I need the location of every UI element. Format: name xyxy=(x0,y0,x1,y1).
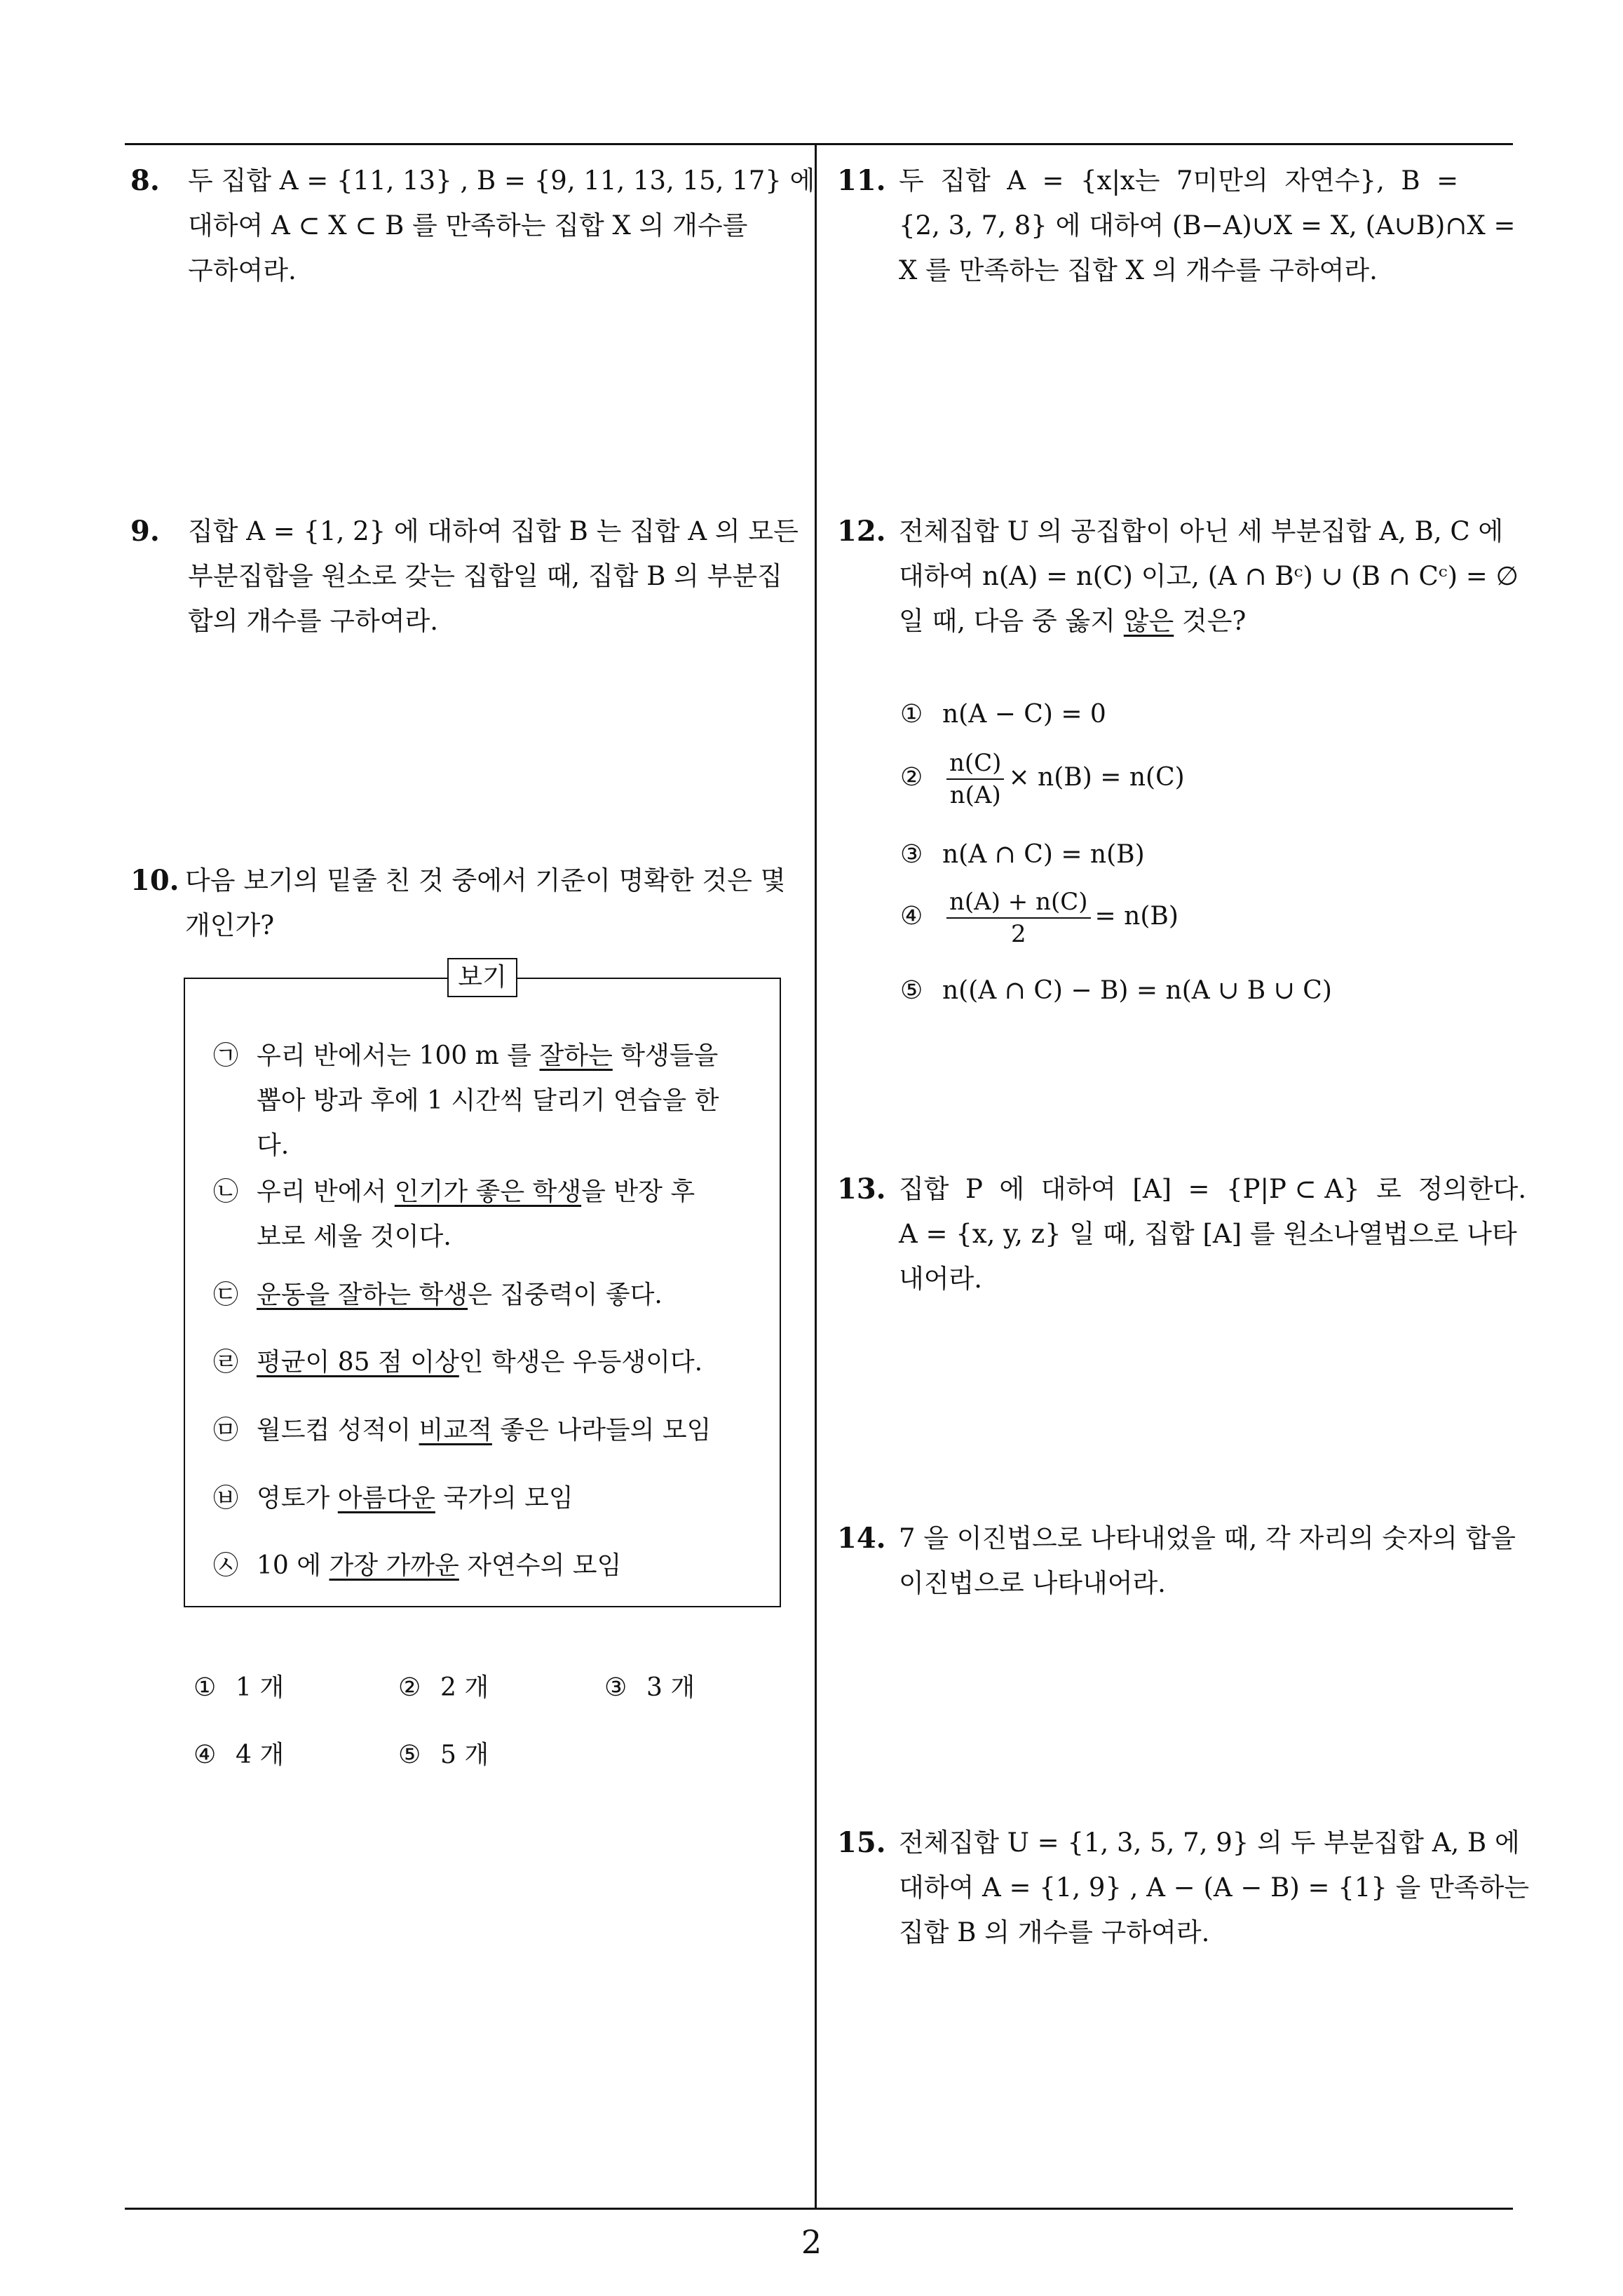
answer-choice-4[interactable]: ④ 4 개 xyxy=(193,1741,285,1769)
answer-choice-2[interactable]: ② 2 개 xyxy=(398,1673,489,1702)
answer-choice-5[interactable]: ⑤ 5 개 xyxy=(398,1741,489,1769)
bogi-item: ㉣ 평균이 85 점 이상인 학생은 우등생이다. xyxy=(213,1340,702,1385)
question-text-line: 구하여라. xyxy=(188,255,297,285)
item-marker: ㉥ xyxy=(213,1484,239,1513)
item-marker: ㉠ xyxy=(213,1041,239,1070)
question-text-line: 전체집합 U 의 공집합이 아닌 세 부분집합 A, B, C 에 xyxy=(899,516,1504,546)
question-number: 9. xyxy=(130,515,160,548)
item-marker: ㉣ xyxy=(213,1348,239,1377)
bogi-item: ㉡ 우리 반에서 인기가 좋은 학생을 반장 후 보로 세울 것이다. xyxy=(213,1170,695,1260)
question-number: 11. xyxy=(837,164,886,197)
question-13 xyxy=(837,1167,1527,1302)
question-number: 12. xyxy=(837,515,886,548)
fraction: $\frac{n(C)}{n(A)}$ xyxy=(946,748,1004,811)
question-text-line: 대하여 A = {1, 9} , A − (A − B) = {1} 을 만족하는 xyxy=(899,1872,1530,1903)
bogi-item: ㉢ 운동을 잘하는 학생은 집중력이 좋다. xyxy=(213,1273,663,1318)
question-text-line: A = {x, y, z} 일 때, 집합 [A] 를 원소나열법으로 나타 xyxy=(899,1219,1517,1249)
answer-choice-4[interactable]: ④ $\frac{n(A) + n(C)}{2}$ = n(B) xyxy=(900,888,1179,948)
item-marker: ㉦ xyxy=(213,1551,239,1580)
question-text-line: 이진법으로 나타내어라. xyxy=(899,1568,1166,1598)
question-14 xyxy=(837,1516,1516,1606)
question-9 xyxy=(130,509,803,644)
answer-choice-3[interactable]: ③ 3 개 xyxy=(604,1673,695,1702)
page-number: 2 xyxy=(801,2223,822,2261)
column-divider xyxy=(815,144,817,2208)
answer-choice-5[interactable]: ⑤ n((A ∩ C) − B) = n(A ∪ B ∪ C) xyxy=(900,976,1332,1005)
underlined-text: 아름다운 xyxy=(337,1484,435,1513)
underlined-text: 않은 xyxy=(1123,606,1174,636)
question-12 xyxy=(837,509,1519,644)
question-text-line: 대하여 A ⊂ X ⊂ B 를 만족하는 집합 X 의 개수를 xyxy=(188,210,748,241)
question-10 xyxy=(130,858,803,948)
underlined-text: 잘하는 xyxy=(539,1041,613,1070)
question-text-line: 집합 A = {1, 2} 에 대하여 집합 B 는 집합 A 의 모든 xyxy=(188,516,799,546)
underlined-text: 평균이 85 점 이상 xyxy=(257,1348,459,1377)
question-8 xyxy=(130,158,815,293)
item-marker: ㉤ xyxy=(213,1416,239,1445)
answer-choice-1[interactable]: ① 1 개 xyxy=(193,1673,285,1702)
question-number: 8. xyxy=(130,164,160,197)
question-15 xyxy=(837,1821,1530,1955)
question-text-line: 7 을 이진법으로 나타내었을 때, 각 자리의 숫자의 합을 xyxy=(899,1523,1516,1553)
question-text-line: 합의 개수를 구하여라. xyxy=(188,606,438,636)
answer-choice-3[interactable]: ③ n(A ∩ C) = n(B) xyxy=(900,840,1145,869)
question-number: 15. xyxy=(837,1826,886,1859)
bogi-item: ㉥ 영토가 아름다운 국가의 모임 xyxy=(213,1476,573,1521)
question-text-line: 일 때, 다음 중 옳지 않은 것은? xyxy=(899,606,1247,636)
item-marker: ㉡ xyxy=(213,1177,239,1206)
question-text-line: 다음 보기의 밑줄 친 것 중에서 기준이 명확한 것은 몇 xyxy=(185,865,786,896)
fraction: $\frac{n(A) + n(C)}{2}$ xyxy=(946,886,1091,950)
question-text-line: {2, 3, 7, 8} 에 대하여 (B−A)∪X = X, (A∪B)∩X = xyxy=(899,210,1516,241)
question-text-line: 집합 B 의 개수를 구하여라. xyxy=(899,1917,1210,1947)
bogi-title: 보기 xyxy=(447,958,517,997)
answer-choice-2[interactable]: ② $\frac{n(C)}{n(A)}$ × n(B) = n(C) xyxy=(900,749,1185,809)
question-text-line: 부분집합을 원소로 갖는 집합일 때, 집합 B 의 부분집 xyxy=(188,561,782,591)
question-text-line: 집합 P 에 대하여 [A] = {P|P ⊂ A} 로 정의한다. xyxy=(899,1174,1527,1204)
question-text-line: X 를 만족하는 집합 X 의 개수를 구하여라. xyxy=(899,255,1378,285)
item-marker: ㉢ xyxy=(213,1281,239,1309)
underlined-text: 운동을 잘하는 학생 xyxy=(257,1281,468,1309)
question-text-line: 두 집합 A = {x|x는 7미만의 자연수}, B = xyxy=(899,166,1459,196)
underlined-text: 인기가 좋은 학생 xyxy=(394,1177,582,1206)
question-text-line: 대하여 n(A) = n(C) 이고, (A ∩ Bᶜ) ∪ (B ∩ Cᶜ) = ∅ xyxy=(899,561,1519,591)
top-rule xyxy=(125,143,1513,145)
question-text-line: 내어라. xyxy=(899,1264,982,1294)
answer-choice-1[interactable]: ① n(A − C) = 0 xyxy=(900,700,1106,729)
bogi-item: ㉦ 10 에 가장 가까운 자연수의 모임 xyxy=(213,1544,621,1588)
question-number: 14. xyxy=(837,1522,886,1555)
bogi-item: ㉠ 우리 반에서는 100 m 를 잘하는 학생들을 뽑아 방과 후에 1 시간씩 달리기 연습을 한 다. xyxy=(213,1034,719,1168)
question-text-line: 개인가? xyxy=(185,910,275,940)
bogi-item: ㉤ 월드컵 성적이 비교적 좋은 나라들의 모임 xyxy=(213,1408,711,1453)
question-text-line: 전체집합 U = {1, 3, 5, 7, 9} 의 두 부분집합 A, B 에 xyxy=(899,1828,1520,1858)
question-number: 13. xyxy=(837,1173,886,1206)
question-text-line: 두 집합 A = {11, 13} , B = {9, 11, 13, 15, 17} 에 xyxy=(188,166,815,196)
question-11 xyxy=(837,158,1516,293)
underlined-text: 가장 가까운 xyxy=(329,1551,459,1580)
bottom-rule xyxy=(125,2208,1513,2210)
question-number: 10. xyxy=(130,864,179,897)
underlined-text: 비교적 xyxy=(419,1416,492,1445)
